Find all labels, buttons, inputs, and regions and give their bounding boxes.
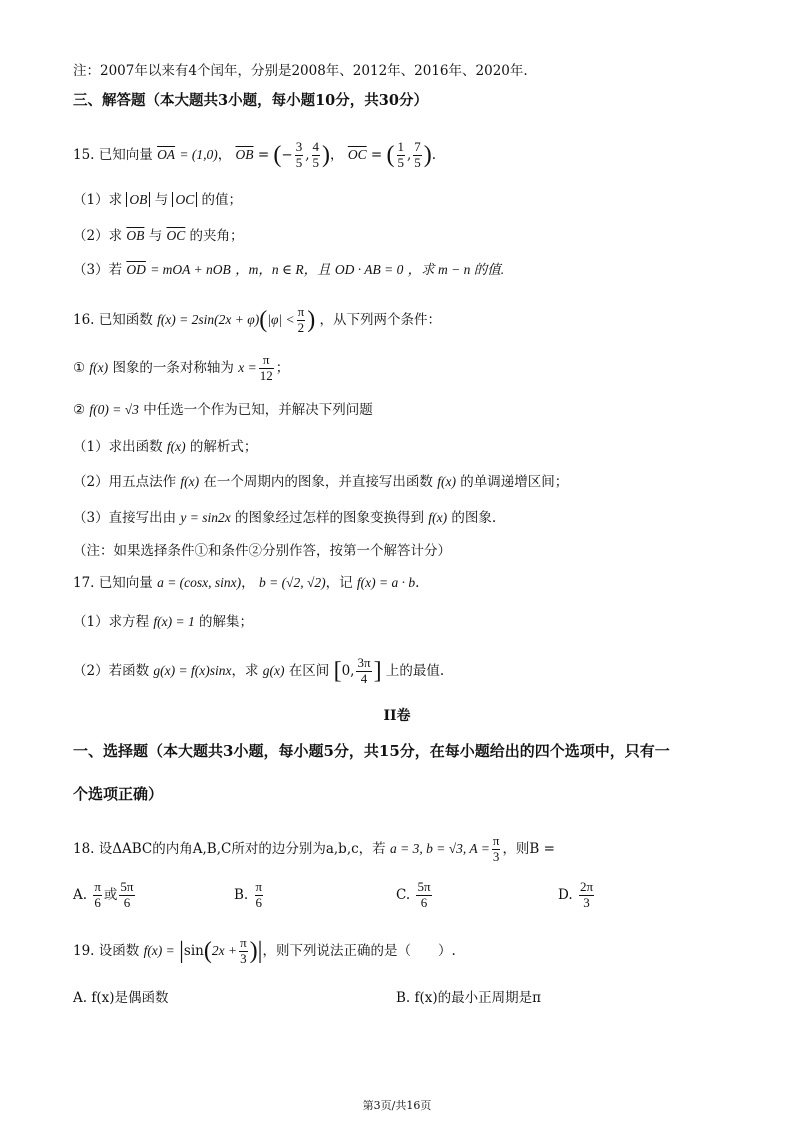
q16-condition-1: ① f(x) 图象的一条对称轴为 x = $\frac{\pi}{12}$ ； [73,352,290,383]
fraction: $\frac{3\pi}{4}$ [357,655,371,686]
abs-oc: OC [172,192,197,207]
function-definition: f(x) = a · b [356,575,416,590]
q18-option-c[interactable] [396,880,434,911]
base-function: y = sin2x [180,510,231,525]
sin-function: sin [183,942,204,959]
part-text: ，求 [231,662,259,679]
fraction: $\frac{\pi}{12}$ [259,352,273,383]
dot-product-condition: OD · AB = 0 [334,262,404,277]
part-label: （3）直接写出由 [73,510,177,526]
phi-condition: |φ| < [267,311,295,327]
fraction: $\frac{7}{5}$ [414,139,421,170]
function-fx: f(x) [437,474,456,489]
part-label: （1）求出函数 [73,439,163,455]
part-end-text: 的值； [201,192,243,208]
q17-stem: 17. 已知向量 a = (cosx, sinx)， b = (√2, √2)，记 f(x) = a · b. [73,575,420,591]
vector-a-definition: a = (cosx, sinx) [157,575,242,590]
vector-od: $\overline{OD}$ [126,262,146,277]
q16-part1 [73,439,257,455]
q18-end-text: ，则B = [502,840,555,857]
q17-part2: （2）若函数 g(x) = f(x)sinx，求 g(x) 在区间 [0, $\frac{3\pi}{4}$ ] 上的最值. [73,655,445,686]
part-end-text: 的夹角； [189,228,244,244]
vector-equation: = mOA + nOB [150,262,231,277]
q17-number: 17. 已知向量 [73,575,153,591]
vector-oa-value: = (1,0) [179,146,218,162]
vector-ob: $\overline{OB}$ [126,228,145,243]
q19-end-text: ，则下列说法正确的是（ ）. [262,942,456,959]
q19-option-b[interactable] [396,986,541,1006]
q18-text: 18. 设ΔABC的内角A,B,C所对的边分别为a,b,c，若 [73,840,386,857]
fraction: $\frac{\pi}{3}$ [240,935,247,966]
function-fx: f(x) = [143,942,175,958]
section-title-choice-line2: 个选项正确） [73,785,164,803]
connector-text: 与 [148,228,163,244]
function-fx: f(x) [428,510,448,525]
part-label: （2）用五点法作 [73,474,177,490]
q17-part1 [73,614,253,630]
note-leap-years: 注：2007年以来有4个闰年，分别是2008年、2012年、2016年、2020年. [73,63,528,79]
fraction: $\frac{3}{5}$ [295,139,303,170]
part-end-text: 的解集； [199,614,254,630]
function-g-definition: g(x) = f(x)sinx [153,662,232,678]
function-fx: f(x) [89,359,109,375]
part-label: （1）求 [73,192,123,208]
part-end-text: 的单调递增区间； [460,474,569,490]
part-text: 的图象经过怎样的图象变换得到 [235,510,425,526]
option-label: B. [234,886,249,903]
connector-text: 与 [154,192,169,208]
q18-option-b[interactable] [234,880,265,911]
vector-oc: $\overline{OC}$ [166,228,186,243]
part-ii-title: II卷 [383,708,411,724]
q19-number: 19. 设函数 [73,942,140,959]
q18-option-d[interactable] [558,880,596,911]
q18-option-a[interactable] [73,880,137,911]
option-text: f(x)的最小正周期是π [414,990,542,1006]
section-title-choice-line1: 一、选择题（本大题共3小题，每小题5分，共15分，在每小题给出的四个选项中，只有一 [73,742,670,760]
vector-ob: $\overline{OB}$ [235,146,254,162]
q16-number: 16. 已知函数 [73,311,153,328]
q15-stem: 15. 已知向量 $\overline{OA} = (1,0)$， $\overline{OB}$ = (− $\frac{3}{5}$ , $\frac{4}{5}$ )， $\overline{OC}$ = ( $\frac{1}{5}$ , $\frac{7}{5}$ ). [73,139,437,170]
option-label: C. [396,886,411,903]
vector-oc: $\overline{OC}$ [347,146,367,162]
vector-oa: $\overline{OA}$ [157,146,176,162]
fraction: $\frac{1}{5}$ [397,139,404,170]
condition-text: ，m，n ∈ R，且 [235,262,331,277]
fraction: $\frac{5\pi}{6}$ [120,879,134,910]
function-fx: f(x) [180,474,200,489]
function-gx: g(x) [262,662,285,678]
option-label: D. [558,886,573,903]
q19-option-a[interactable] [73,986,169,1006]
stem-text: ，记 [325,575,353,591]
q18-stem [73,834,555,865]
page-footer: 第3页/共16页 [362,1099,432,1112]
condition-text: 图象的一条对称轴为 [112,359,234,376]
fraction: $\frac{4}{5}$ [312,139,320,170]
option-text: f(x)是偶函数 [91,990,169,1006]
q15-part3 [73,262,504,278]
sin-argument: 2x + [211,942,238,958]
q16-note: （注：如果选择条件①和条件②分别作答，按第一个解答计分） [73,543,451,559]
condition-marker: ① [73,359,86,376]
condition-equation: f(0) = √3 [89,402,139,417]
axis-equation: x = [238,359,257,375]
part-end-text: 的解析式； [189,439,258,455]
part-label: （1）求方程 [73,614,150,630]
vector-b-definition: b = (√2, √2) [258,575,326,590]
q19-stem: 19. 设函数 f(x) = |sin(2x + $\frac{\pi}{3}$ )|，则下列说法正确的是（ ）. [73,935,456,966]
fraction: $\frac{2\pi}{3}$ [579,879,594,910]
q15-number: 15. 已知向量 [73,146,153,163]
condition-marker: ② [73,402,86,418]
part-text: 在一个周期内的图象，并直接写出函数 [203,474,433,490]
abs-ob: OB [126,192,150,207]
function-fx: f(x) [166,439,186,454]
or-text: 或 [103,886,118,903]
part-label: （2）求 [73,228,123,244]
equals-sign: = [257,146,274,163]
fraction: $\frac{5\pi}{6}$ [417,879,431,910]
q16-stem: 16. 已知函数 f(x) = 2sin(2x + φ)(|φ| < $\frac{\pi}{2}$ ) ，从下列两个条件： [73,304,441,335]
q16-condition-2 [73,402,373,418]
option-label: B. [396,990,411,1006]
part-end-text: 上的最值. [385,662,445,679]
section-title-solutions: 三、解答题（本大题共3小题，每小题10分，共30分） [73,92,428,109]
q18-condition: a = 3, b = √3, A = [389,840,490,856]
part-label: （3）若 [73,262,123,278]
interval-start: 0, [341,662,355,679]
part-end-text: 的图象. [451,510,497,526]
stem-end-text: ，从下列两个条件： [319,311,441,328]
option-label: A. [73,886,88,903]
q15-part2 [73,228,244,244]
function-definition: f(x) = 2sin(2x + φ) [157,311,260,327]
q16-part2 [73,474,568,490]
part-end-text: ，求 m − n 的值. [407,262,505,277]
q16-part3 [73,510,496,526]
q15-part1 [73,192,242,208]
equation: f(x) = 1 [153,614,195,629]
part-label: （2）若函数 [73,662,150,679]
condition-text: 中任选一个作为已知，并解决下列问题 [143,402,373,418]
option-label: A. [73,990,88,1006]
fraction: $\frac{\pi}{2}$ [297,304,305,335]
fraction: $\frac{\pi}{6}$ [255,879,263,910]
fraction: $\frac{\pi}{3}$ [492,833,500,864]
part-text: 在区间 [288,662,330,679]
fraction: $\frac{\pi}{6}$ [94,879,101,910]
